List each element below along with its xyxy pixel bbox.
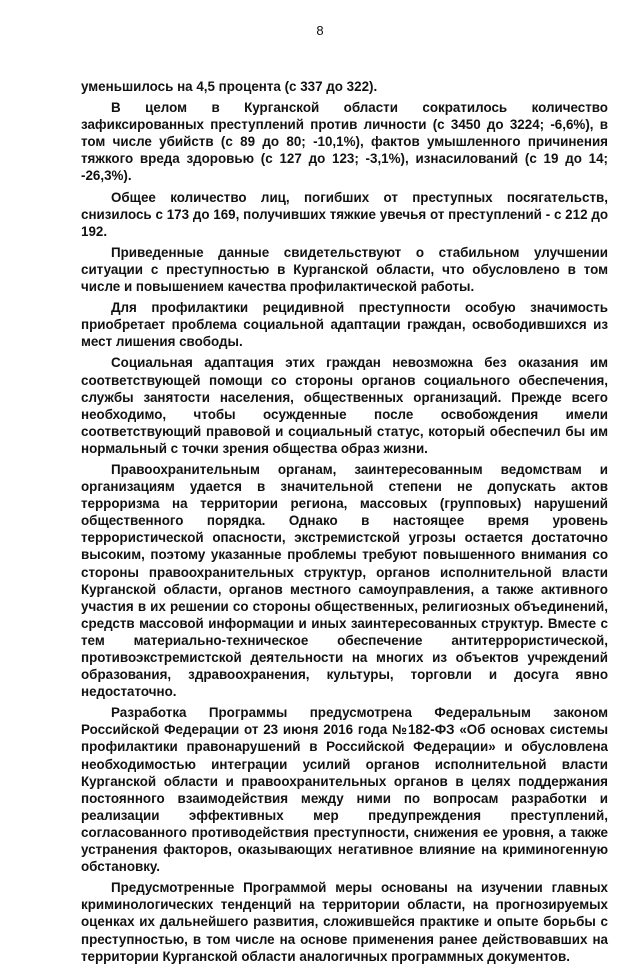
document-body	[81, 78, 608, 969]
paragraph-terrorism: Правоохранительным органам, заинтересованным ведомствам и организациям удается в значительной степени не допускать актов терроризма на территории региона, массовых (групповых) нарушений общественного порядка. Однако в настоящее время уровень террористической опасности, экстремистской угрозы остается достаточно высоким, поэтому указанные проблемы требуют повышенного внимания со стороны правоохранительных структур, органов исполнительной власти Курганской области, органов местного самоуправления, а также активного участия в их решении со стороны общественных, религиозных объединений, средств массовой информации и иных заинтересованных структур. Вместе с тем материально-техническое обеспечение антитеррористической, противоэкстремистской деятельности на многих из объектов учреждений образования, здравоохранения, культуры, торговли и досуга явно недостаточно.	[81, 461, 608, 700]
paragraph-conclusion: Приведенные данные свидетельствуют о стабильном улучшении ситуации с преступностью в Курганской области, что обусловлено в том числе и повышением качества профилактической работы.	[81, 244, 608, 295]
paragraph-program-basis: Разработка Программы предусмотрена Федеральным законом Российской Федерации от 23 июня 2016 года №182-ФЗ «Об основах системы профилактики правонарушений в Российской Федерации» и обусловлена необходимостью интеграции усилий органов исполнительной власти Курганской области и правоохранительных органов в целях поддержания постоянного взаимодействия между ними по вопросам разработки и реализации эффективных мер предупреждения преступлений, согласованного противодействия преступности, снижения ее уровня, а также устранения факторов, оказывающих негативное влияние на криминогенную обстановку.	[81, 705, 608, 875]
paragraph-continuation: уменьшилось на 4,5 процента (с 337 до 322).	[81, 79, 378, 94]
paragraph-program-measures: Предусмотренные Программой меры основаны на изучении главных криминологических тенденций на территории области, на прогнозируемых оценках их дальнейшего развития, сложившейся практике и опыте борьбы с преступностью, в том числе на основе применения ранее действовавших на территории Курганской области аналогичных программных документов.	[81, 880, 608, 964]
paragraph-social-adaptation: Социальная адаптация этих граждан невозможна без оказания им соответствующей помощи со стороны органов социального обеспечения, службы занятости населения, общественных организаций. Прежде всего необходимо, чтобы осужденные после освобождения имели соответствующий правовой и социальный статус, который обеспечил бы им нормальный с точки зрения общества образ жизни.	[81, 355, 608, 456]
paragraph-recidivism: Для профилактики рецидивной преступности особую значимость приобретает проблема социальной адаптации граждан, освободившихся из мест лишения свободы.	[81, 300, 608, 350]
paragraph-crimes-against-person: В целом в Курганской области сократилось количество зафиксированных преступлений против личности (с 3450 до 3224; -6,6%), в том числе убийств (с 89 до 80; -10,1%), фактов умышленного причинения тяжкого вреда здоровью (с 127 до 123; -3,1%), изнасилований (с 19 до 14; -26,3%).	[81, 100, 608, 184]
page-number: 8	[316, 23, 324, 38]
paragraph-victims: Общее количество лиц, погибших от преступных посягательств, снизилось с 173 до 169, получивших тяжкие увечья от преступлений - с 212 до 192.	[81, 189, 608, 239]
